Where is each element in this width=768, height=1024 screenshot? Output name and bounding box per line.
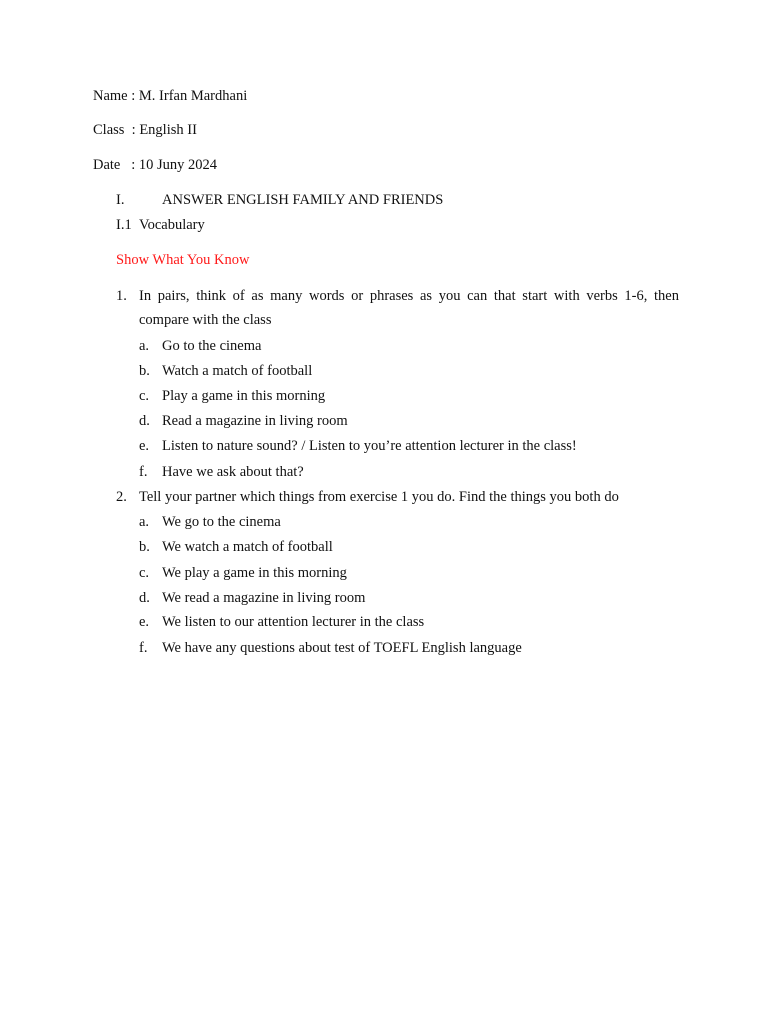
date-row: [93, 156, 217, 174]
list-item-letter: f.: [139, 640, 148, 656]
list-item: We listen to our attention lecturer in the class: [162, 614, 425, 630]
date-value: 10 Juny 2024: [138, 157, 218, 173]
list-item: Have we ask about that?: [162, 464, 304, 480]
list-item: Read a magazine in living room: [162, 413, 348, 429]
question-text: Tell your partner which things from exercise 1 you do. Find the things you both do: [139, 489, 619, 505]
list-item-letter: b.: [139, 363, 150, 379]
name-value: M. Irfan Mardhani: [138, 88, 248, 104]
section-title: ANSWER ENGLISH FAMILY AND FRIENDS: [162, 192, 444, 208]
name-row: [93, 87, 247, 105]
list-item-letter: d.: [139, 413, 150, 429]
question-number: 1.: [116, 288, 127, 304]
list-item-letter: a.: [139, 338, 150, 354]
list-item-letter: f.: [139, 464, 148, 480]
name-label: Name :: [93, 88, 139, 104]
list-item-letter: a.: [139, 514, 150, 530]
subsection-heading: [116, 216, 205, 234]
show-what-you-know-prompt: Show What You Know: [116, 252, 250, 268]
subsection-number: I.1: [116, 217, 132, 233]
subsection-title: Vocabulary: [138, 217, 205, 233]
list-item: We read a magazine in living room: [162, 590, 366, 606]
class-value: English II: [139, 122, 197, 138]
question-text: In pairs, think of as many words or phrases as you can that start with verbs 1-6, then compare with the class: [139, 288, 679, 328]
list-item: We have any questions about test of TOEFL English language: [162, 640, 522, 656]
list-item-letter: c.: [139, 565, 150, 581]
question-number: 2.: [116, 489, 127, 505]
date-label: Date :: [93, 157, 139, 173]
list-item: Go to the cinema: [162, 338, 262, 354]
list-item: Watch a match of football: [162, 363, 313, 379]
list-item-letter: d.: [139, 590, 150, 606]
list-item-letter: e.: [139, 614, 150, 630]
list-item-letter: b.: [139, 539, 150, 555]
list-item: Play a game in this morning: [162, 388, 326, 404]
list-item: We go to the cinema: [162, 514, 281, 530]
list-item-letter: c.: [139, 388, 150, 404]
class-row: [93, 121, 197, 139]
class-label: Class :: [93, 122, 140, 138]
list-item: Listen to nature sound? / Listen to you’re attention lecturer in the class!: [162, 438, 577, 454]
list-item: We watch a match of football: [162, 539, 333, 555]
list-item: We play a game in this morning: [162, 565, 347, 581]
list-item-letter: e.: [139, 438, 150, 454]
section-number: I.: [116, 192, 125, 208]
